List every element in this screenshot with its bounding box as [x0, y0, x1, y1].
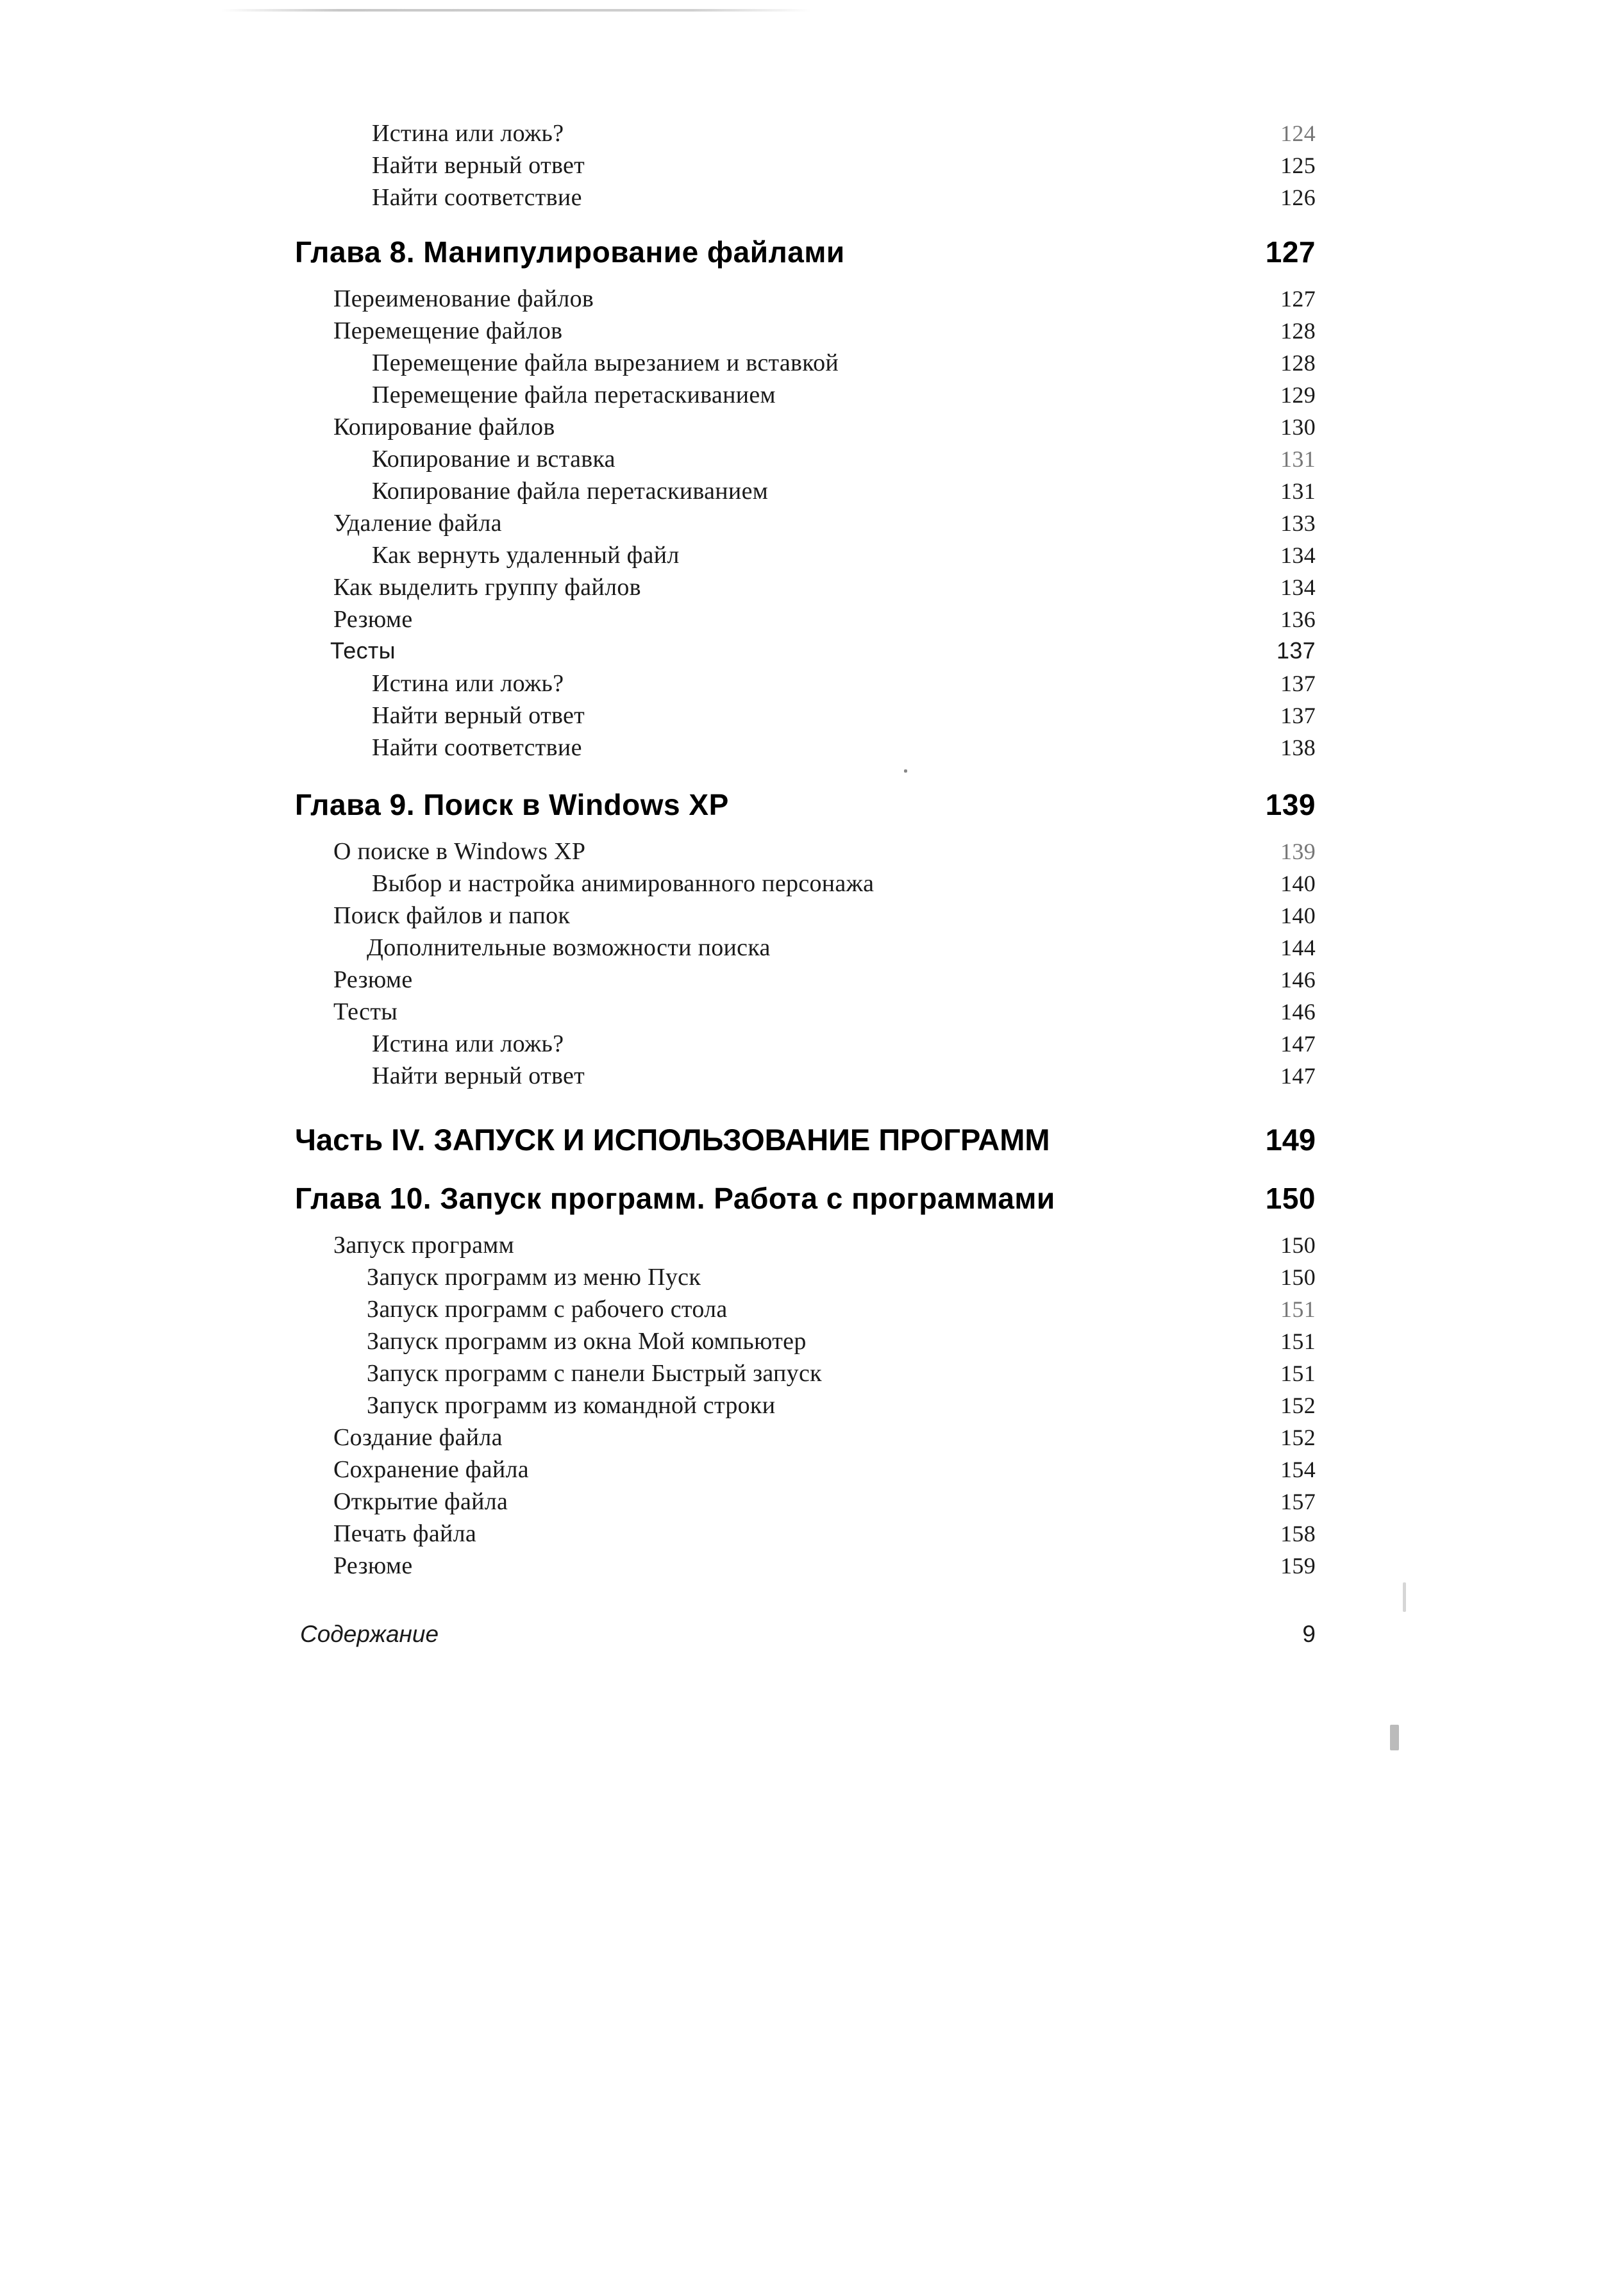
- toc-entry-title: Сохранение файла: [333, 1456, 529, 1483]
- toc-entry-title: Дополнительные возможности поиска: [367, 934, 771, 961]
- toc-entry-page: 150: [1280, 1264, 1316, 1290]
- toc-entry-page: 134: [1280, 542, 1316, 568]
- toc-entry-title: Перемещение файла перетаскиванием: [372, 381, 776, 408]
- toc-entry-title: Поиск файлов и папок: [333, 902, 571, 929]
- toc-entry-page: 159: [1280, 1553, 1316, 1579]
- toc-entry-page: 128: [1280, 318, 1316, 344]
- toc-entry-title: Копирование файлов: [333, 414, 555, 440]
- toc-entry-page: 146: [1280, 999, 1316, 1025]
- toc-entry-page: 125: [1280, 153, 1316, 178]
- toc-entry: [295, 285, 1316, 317]
- toc-entry-title: Удаление файла: [333, 510, 502, 537]
- toc-entry-title: Как выделить группу файлов: [333, 574, 641, 601]
- toc-entry: [295, 541, 1316, 573]
- toc-entry: [295, 1487, 1316, 1520]
- toc-entry-page: 150: [1280, 1232, 1316, 1258]
- toc-entry-title: Найти соответствие: [372, 184, 582, 211]
- toc-entry: [295, 1327, 1316, 1359]
- toc-entry: [295, 1263, 1316, 1295]
- toc-entry-page: 137: [1280, 703, 1316, 728]
- toc-entry: [295, 477, 1316, 509]
- toc-entry: [295, 509, 1316, 541]
- toc-entry: [295, 934, 1316, 966]
- toc-entry: [295, 119, 1316, 151]
- chapter-heading: [295, 787, 1316, 819]
- chapter-heading: [295, 1181, 1316, 1213]
- chapter-page: 127: [1265, 235, 1316, 269]
- part-title: Часть IV. ЗАПУСК И ИСПОЛЬЗОВАНИЕ ПРОГРАММ: [295, 1123, 1050, 1157]
- toc-entry: [295, 413, 1316, 445]
- toc-entry-title: Создание файла: [333, 1424, 503, 1451]
- toc-entry-title: Запуск программ с рабочего стола: [367, 1296, 728, 1323]
- toc-entry-page: 124: [1280, 121, 1316, 146]
- toc-entry-title: Печать файла: [333, 1520, 477, 1547]
- toc-entry-title: Резюме: [333, 966, 413, 993]
- toc-entry-title: Найти верный ответ: [372, 702, 585, 729]
- page-number: 9: [1302, 1621, 1316, 1647]
- toc-entry-title: Найти верный ответ: [372, 1062, 585, 1089]
- toc-entry-title: Запуск программ из командной строки: [367, 1392, 776, 1419]
- toc-entry-page: 129: [1280, 382, 1316, 408]
- toc-entry-page: 140: [1280, 903, 1316, 928]
- toc-entry-page: 136: [1280, 607, 1316, 632]
- chapter-title: Глава 10. Запуск программ. Работа с программами: [295, 1182, 1055, 1215]
- toc-entry-title: Запуск программ: [333, 1232, 514, 1259]
- chapter-title: Глава 8. Манипулирование файлами: [295, 235, 845, 269]
- toc-entry-page: 152: [1280, 1425, 1316, 1450]
- toc-entry-title: Запуск программ с панели Быстрый запуск: [367, 1360, 822, 1387]
- toc-entry: [295, 1231, 1316, 1263]
- running-footer-title: Содержание: [300, 1621, 439, 1647]
- toc-entry: [295, 317, 1316, 349]
- toc-entry-title: Истина или ложь?: [372, 1030, 564, 1057]
- toc-entry-title: Копирование и вставка: [372, 446, 615, 473]
- toc-entry-page: 127: [1280, 286, 1316, 312]
- toc-entry: [295, 445, 1316, 477]
- toc-entry: [295, 605, 1316, 637]
- toc-entry-title: Как вернуть удаленный файл: [372, 542, 680, 569]
- toc-entry-page: 147: [1280, 1031, 1316, 1057]
- toc-entry-page: 131: [1280, 478, 1316, 504]
- toc-entry-page: 139: [1280, 839, 1316, 864]
- toc-entry: [295, 183, 1316, 215]
- toc-entry: [295, 701, 1316, 733]
- toc-entry: [295, 1030, 1316, 1062]
- toc-entry-page: 130: [1280, 414, 1316, 440]
- toc-entry: [295, 151, 1316, 183]
- toc-entry-title: Тесты: [333, 998, 398, 1025]
- scan-artifact: [1403, 1582, 1406, 1612]
- toc-entry-title: Резюме: [333, 606, 413, 633]
- toc-entry-title: Найти верный ответ: [372, 152, 585, 179]
- toc-entry-page: 134: [1280, 574, 1316, 600]
- toc-entry: [295, 349, 1316, 381]
- toc-entry-title: Запуск программ из меню Пуск: [367, 1264, 701, 1291]
- toc-entry-title: Перемещение файла вырезанием и вставкой: [372, 349, 839, 376]
- toc-entry-page: 131: [1280, 446, 1316, 472]
- toc-entry-title: Истина или ложь?: [372, 670, 564, 697]
- toc-entry-page: 144: [1280, 935, 1316, 960]
- part-page: 149: [1265, 1123, 1316, 1157]
- toc-entry-page: 137: [1280, 671, 1316, 696]
- toc-entry-page: 147: [1280, 1063, 1316, 1089]
- toc-entry: [295, 901, 1316, 934]
- chapter-page: 150: [1265, 1182, 1316, 1215]
- toc-entry-page: 151: [1280, 1361, 1316, 1386]
- toc-entry-title: О поиске в Windows XP: [333, 838, 586, 865]
- toc-entry: [295, 1423, 1316, 1455]
- toc-entry-page: 137: [1277, 637, 1316, 664]
- toc-entry-title: Истина или ложь?: [372, 120, 564, 147]
- toc-entry: [295, 381, 1316, 413]
- toc-entry-page: 133: [1280, 510, 1316, 536]
- toc-entry-page: 146: [1280, 967, 1316, 993]
- toc-entry-page: 152: [1280, 1393, 1316, 1418]
- toc-entry: [295, 1455, 1316, 1487]
- scan-artifact: [904, 769, 907, 773]
- toc-entry: [295, 1359, 1316, 1391]
- toc-entry-title: Резюме: [333, 1552, 413, 1579]
- toc-entry-title: Перемещение файлов: [333, 317, 563, 344]
- toc-entry: [295, 869, 1316, 901]
- toc-entry-title: Тесты: [330, 637, 396, 664]
- toc-entry: [295, 1295, 1316, 1327]
- toc-entry: [295, 1391, 1316, 1423]
- toc-entry: [295, 998, 1316, 1030]
- toc-entry: [295, 637, 1316, 669]
- chapter-title: Глава 9. Поиск в Windows XP: [295, 788, 729, 821]
- toc-entry-title: Копирование файла перетаскиванием: [372, 478, 769, 505]
- toc-entry: [295, 573, 1316, 605]
- toc-entry-title: Открытие файла: [333, 1488, 508, 1515]
- toc-entry: [295, 1552, 1316, 1584]
- toc-entry-page: 157: [1280, 1489, 1316, 1514]
- toc-entry-page: 158: [1280, 1521, 1316, 1546]
- toc-entry-page: 138: [1280, 735, 1316, 760]
- toc-entry: [295, 669, 1316, 701]
- toc-entry-title: Переименование файлов: [333, 285, 594, 312]
- toc-entry-title: Найти соответствие: [372, 734, 582, 761]
- toc-entry-page: 154: [1280, 1457, 1316, 1482]
- toc-entry: [295, 1062, 1316, 1094]
- part-heading: [295, 1122, 1316, 1157]
- toc-entry-page: 128: [1280, 350, 1316, 376]
- toc-entry-page: 140: [1280, 871, 1316, 896]
- toc-entry-page: 126: [1280, 185, 1316, 210]
- toc-entry-title: Запуск программ из окна Мой компьютер: [367, 1328, 807, 1355]
- toc-entry-title: Выбор и настройка анимированного персонажа: [372, 870, 875, 897]
- scan-artifact: [1390, 1725, 1399, 1750]
- page-footer: [300, 1621, 1316, 1648]
- toc-entry: [295, 966, 1316, 998]
- toc-entry-page: 151: [1280, 1296, 1316, 1322]
- toc-entry: [295, 733, 1316, 766]
- chapter-heading: [295, 235, 1316, 267]
- toc-entry-page: 151: [1280, 1328, 1316, 1354]
- chapter-page: 139: [1265, 788, 1316, 821]
- toc-entry: [295, 1520, 1316, 1552]
- toc-entry: [295, 837, 1316, 869]
